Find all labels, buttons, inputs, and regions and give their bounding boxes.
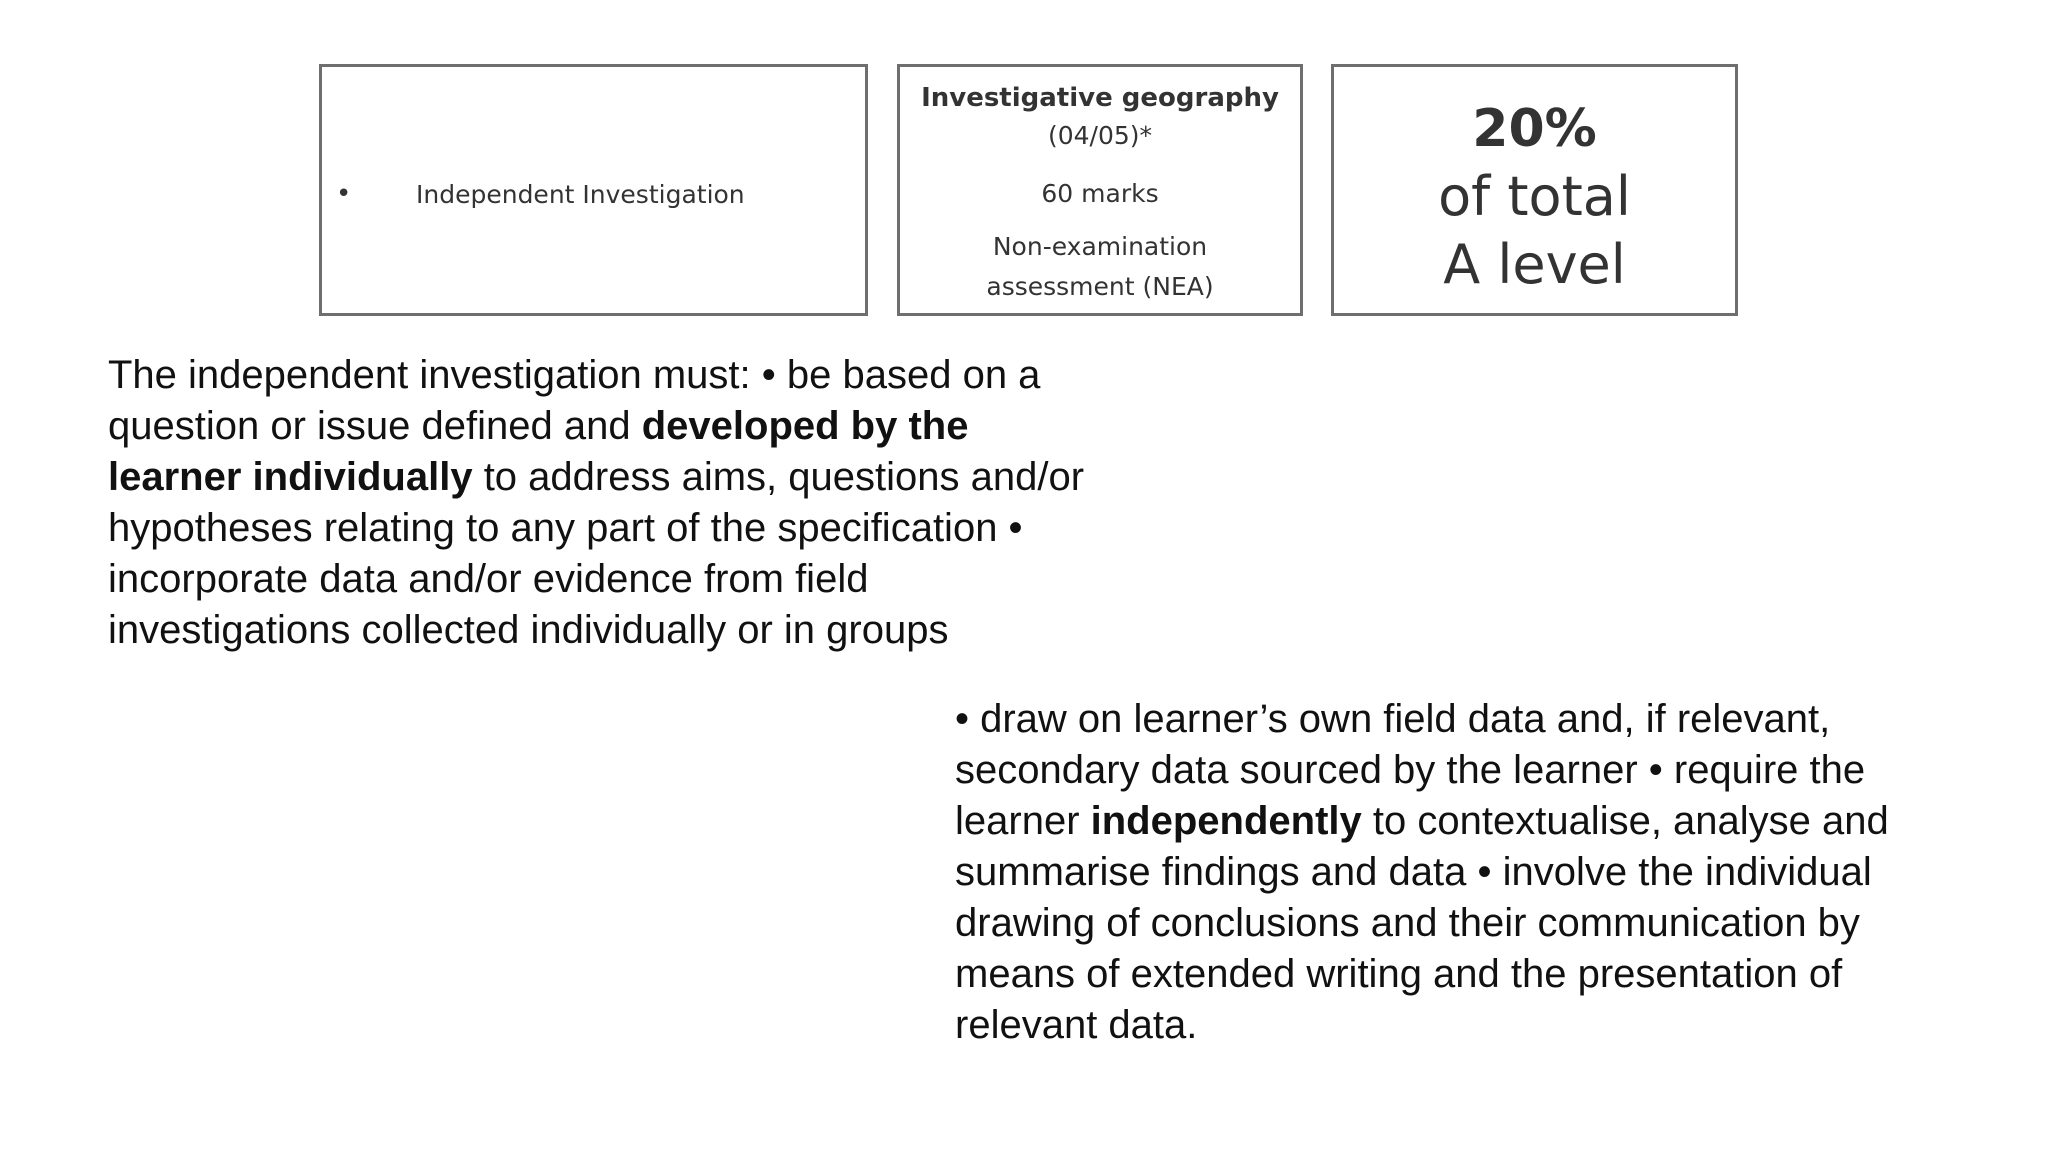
unit-marks: 60 marks: [1041, 179, 1159, 208]
para2-emphasis: independently: [1090, 799, 1362, 843]
unit-title: Investigative geography: [921, 83, 1279, 113]
weighting-details: [1334, 95, 1735, 299]
component-item: [336, 179, 745, 209]
unit-box: [897, 64, 1303, 316]
unit-details: [900, 79, 1300, 307]
investigation-requirements-paragraph-2: [955, 694, 1965, 1051]
weighting-line-1: of total: [1438, 165, 1631, 228]
investigation-requirements-paragraph-1: [108, 350, 1088, 656]
bullet-icon: •: [336, 179, 352, 209]
component-box: [319, 64, 868, 316]
para1-text-end: to address aims, questions and/or hypotheses relating to any part of the specification • incorporate data and/or evidence from field investigations collected individually or in groups: [108, 455, 1085, 652]
para2-text-end: to contextualise, analyse and summarise findings and data • involve the individual drawing of conclusions and their communication by means of extended writing and the presentation of relevant data.: [955, 799, 1889, 1047]
component-label: Independent Investigation: [416, 179, 745, 209]
assessment-line-2: assessment (NEA): [986, 272, 1214, 301]
weighting-percent: 20%: [1472, 99, 1597, 159]
unit-code: (04/05)*: [1047, 121, 1153, 150]
assessment-type: [900, 227, 1300, 307]
weighting-line-2: A level: [1443, 233, 1626, 296]
para1-text-start: The independent investigation must: • be based on a question or issue defined and: [108, 353, 1041, 448]
para2-text-start: • draw on learner’s own field data and, if relevant, secondary data sourced by the learner • require the learner: [955, 697, 1866, 843]
weighting-box: [1331, 64, 1738, 316]
para1-emphasis: developed by the learner individually: [108, 404, 969, 499]
assessment-line-1: Non-examination: [992, 232, 1208, 261]
